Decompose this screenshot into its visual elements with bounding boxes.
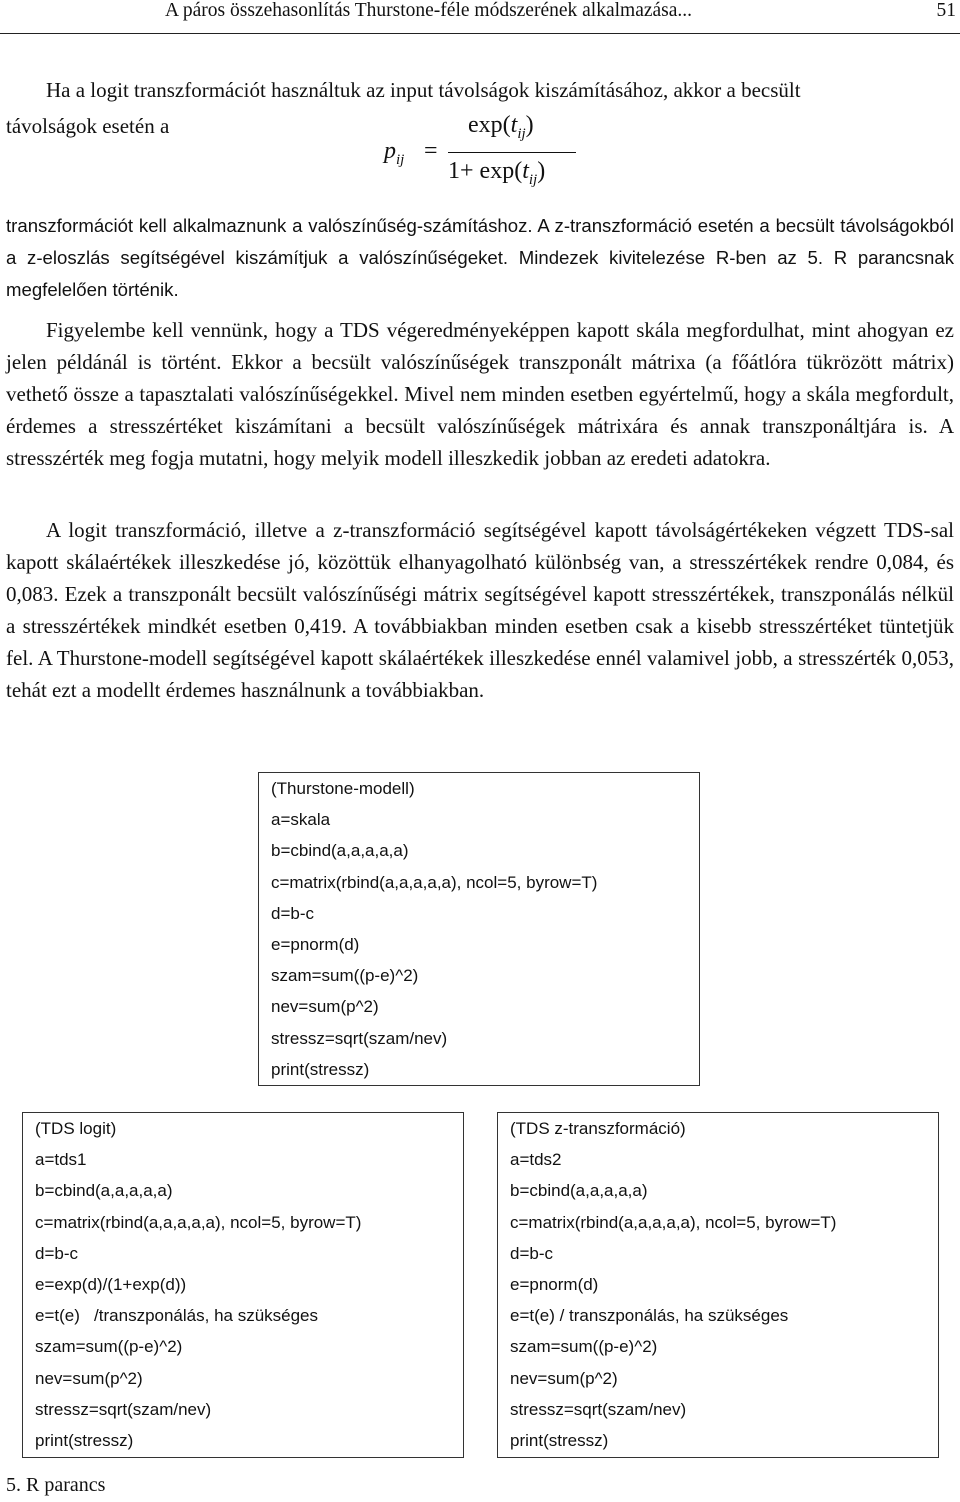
logit-formula xyxy=(380,112,600,202)
code-line: stressz=sqrt(szam/nev) xyxy=(510,1399,687,1419)
formula-denominator: $1+ \exp(t_{ij})$ xyxy=(448,158,546,188)
code-line: b=cbind(a,a,a,a,a) xyxy=(510,1181,648,1201)
paragraph-logit: A logit transzformáció, illetve a z-transzformáció segítségével kapott távolságértékeken végzett TDS-sal kapott skálaértékek illeszkedése jó, közöttük elhanyagolható különbség van, a stresszértékek rendre 0,084, és 0,083. Ezek a transzponált becsült valószínűségi mátrix segítségével kapott stresszértékek, transzponálás nélkül a stresszértékek mindkét esetben 0,419. A továbbiakban minden esetben csak a kisebb stresszértéket tüntetjük fel. A Thurstone-modell segítségével kapott skálaértékek illeszkedése ennél valamivel jobb, a stresszérték 0,053, tehát ezt a modellt érdemes használnunk a továbbiakban. xyxy=(6,518,954,702)
figure-caption: 5. R parancs xyxy=(6,1474,106,1496)
code-line: a=tds1 xyxy=(35,1150,87,1170)
code-line: (TDS z-transzformáció) xyxy=(510,1119,686,1138)
code-line: szam=sum((p-e)^2) xyxy=(35,1337,183,1357)
intro-line-1: Ha a logit transzformációt használtuk az input távolságok kiszámításához, akkor a becsült xyxy=(46,78,801,102)
code-box-tds-logit xyxy=(22,1112,464,1458)
code-line: stressz=sqrt(szam/nev) xyxy=(35,1399,212,1419)
code-line: c=matrix(rbind(a,a,a,a,a), ncol=5, byrow=T) xyxy=(510,1212,837,1232)
code-line: nev=sum(p^2) xyxy=(35,1368,143,1388)
code-line: e=pnorm(d) xyxy=(510,1275,599,1295)
code-line: (Thurstone-modell) xyxy=(271,779,415,798)
code-line: e=t(e) / transzponálás, ha szükséges xyxy=(510,1306,789,1326)
code-line: szam=sum((p-e)^2) xyxy=(510,1337,658,1357)
code-line: e=t(e) /transzponálás, ha szükséges xyxy=(35,1306,319,1326)
code-line: c=matrix(rbind(a,a,a,a,a), ncol=5, byrow=T) xyxy=(271,872,598,892)
code-box-thurstone xyxy=(258,772,700,1086)
fraction-bar xyxy=(448,152,576,153)
code-line: szam=sum((p-e)^2) xyxy=(271,966,419,986)
code-line: (TDS logit) xyxy=(35,1119,117,1138)
formula-equals: = xyxy=(424,138,438,164)
formula-numerator: $\exp(t_{ij})$ xyxy=(468,112,534,142)
code-line: b=cbind(a,a,a,a,a) xyxy=(271,841,409,861)
code-line: print(stressz) xyxy=(271,1059,370,1079)
code-line: a=skala xyxy=(271,810,331,830)
running-title: A páros összehasonlítás Thurstone-féle módszerének alkalmazása... xyxy=(165,0,693,21)
code-line: d=b-c xyxy=(35,1243,78,1263)
header-rule xyxy=(0,33,960,34)
code-line: print(stressz) xyxy=(510,1431,609,1451)
code-line: c=matrix(rbind(a,a,a,a,a), ncol=5, byrow=T) xyxy=(35,1212,362,1232)
code-line: nev=sum(p^2) xyxy=(510,1368,618,1388)
code-line: d=b-c xyxy=(510,1243,553,1263)
code-line: nev=sum(p^2) xyxy=(271,997,379,1017)
paragraph-after-formula: transzformációt kell alkalmaznunk a valószínűség-számításhoz. A z-transzformáció esetén a becsült távolságokból a z-eloszlás segítségével kiszámítjuk a valószínűségeket. Mindezek kivitelezése R-ben az 5. R parancsnak megfelelően történik. xyxy=(6,215,954,300)
page-header xyxy=(0,0,960,34)
intro-line-2: távolságok esetén a xyxy=(6,114,170,138)
code-line: e=pnorm(d) xyxy=(271,935,360,955)
code-line: a=tds2 xyxy=(510,1150,562,1170)
code-line: d=b-c xyxy=(271,903,314,923)
code-line: e=exp(d)/(1+exp(d)) xyxy=(35,1275,187,1295)
code-line: print(stressz) xyxy=(35,1431,134,1451)
formula-lhs: $p_{ij}$ xyxy=(384,138,405,168)
page-number: 51 xyxy=(936,0,956,21)
code-box-tds-z xyxy=(497,1112,939,1458)
code-line: b=cbind(a,a,a,a,a) xyxy=(35,1181,173,1201)
paragraph-figyelembe: Figyelembe kell vennünk, hogy a TDS végeredményeképpen kapott skála megfordulhat, mint ahogyan ez jelen példánál is történt. Ekkor a becsült valószínűségek transzponált mátrixa (a főátlóra tükrözött mátrix) vethető össze a tapasztalati valószínűségekkel. Mivel nem minden esetben egyértelmű, hogy a skála megfordult, érdemes a stresszértéket kiszámítani a becsült valószínűségek mátrixára és annak transzponáltjára is. A stresszérték meg fogja mutatni, hogy melyik modell illeszkedik jobban az eredeti adatokra. xyxy=(6,318,954,470)
code-line: stressz=sqrt(szam/nev) xyxy=(271,1028,448,1048)
